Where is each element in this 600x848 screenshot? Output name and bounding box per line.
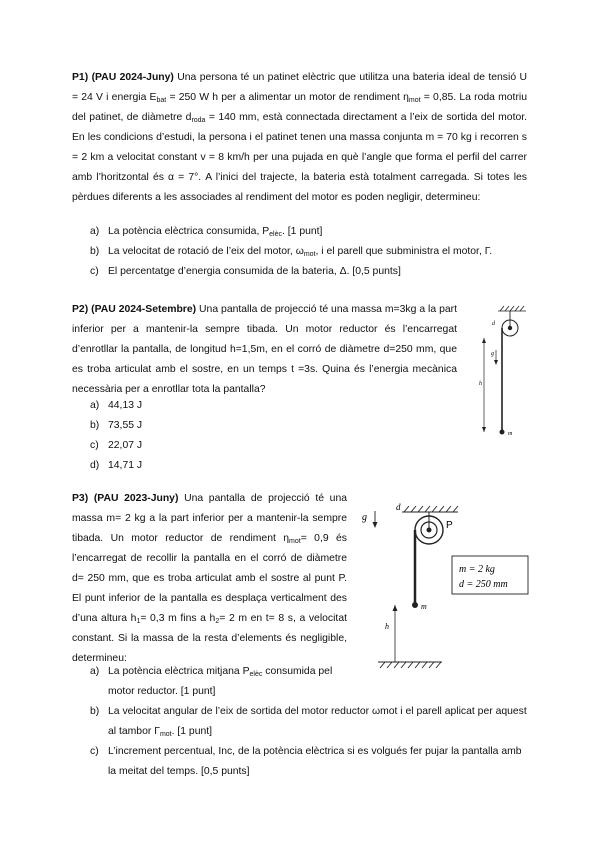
- p2-label-h: h: [479, 381, 482, 387]
- p3-questions: [90, 662, 527, 782]
- p2-label-m: m: [508, 431, 513, 437]
- p2-statement: P2) (PAU 2024-Setembre) Una pantalla de projecció té una massa m=3kg a la part inferior per a mantenir-la sempre tibada. Un motor reductor és l’encarregat d’enrotllar la pantalla, de longitud h=1,5m, en el corró de diàmetre d=250 mm, que es troba articulat amb el sostre, en un temps t =3s. Quina és l’energia mecànica necessària per a enrotllar tota la pantalla?: [72, 304, 457, 395]
- p3-label-g: g: [362, 512, 367, 523]
- p3-label-P: P: [446, 520, 453, 531]
- p2-mass: [500, 430, 505, 435]
- p3-statement: P3) (PAU 2023-Juny) Una pantalla de projecció té una massa m= 2 kg a la part inferior per a mantenir-la sempre tibada. Un motor reductor de rendiment $\eta_{mot}= 0,9$ és l’encarregat de recollir la pantalla en el corró de diàmetre d= 250 mm, que es troba articulat amb el sostre al punt P. El punt inferior de la pantalla es desplaça verticalment des d’una altura $h_1= 0,3$ m fins a $h_2= 2$ m en t= 8 s, a velocitat constant. Si la massa de la resta d’elements és negligible, determineu:: [72, 493, 347, 664]
- p3-box-line1: m = 2 kg: [459, 564, 495, 575]
- p2-options: [90, 396, 290, 476]
- p2-option-a: a) 44,13 J: [90, 400, 143, 411]
- p3-label-d: d: [396, 502, 401, 512]
- p1-question-b: b) La velocitat de rotació de l’eix del motor, $\omega_{mot}$, i el parell que subministra el motor, Γ.: [90, 246, 493, 258]
- p3-floor-hatch: [378, 662, 442, 668]
- p3-figure: [358, 498, 533, 680]
- p2-option-b: b) 73,55 J: [90, 420, 143, 431]
- p2-label-d: d: [492, 321, 495, 327]
- p3-ceiling-hatch: [402, 506, 458, 512]
- p2-label-g: g: [491, 351, 494, 357]
- p3-heading: P3) (PAU 2023-Juny): [72, 493, 179, 504]
- p1-heading: P1) (PAU 2024-Juny): [72, 72, 174, 83]
- p1-statement: P1) (PAU 2024-Juny) Una persona té un patinet elèctric que utilitza una bateria ideal de tensió U = 24 V i energia $E_{bat} = 250$ W h per a alimentar un motor de rendiment $\eta_{mot} = 0,85$. La roda motriu del patinet, de diàmetre $d_{roda} = 140$ mm, està connectada directament a l’eix de sortida del motor. En les condicions d’estudi, la persona i el patinet tenen una massa conjunta m = 70 kg i recorren s = 2 km a velocitat constant v = 8 km/h per una pujada en què l’angle que forma el perfil del carrer amb l’horitzontal és α = 7°. A l’inici del trajecte, la bateria està totalment carregada. Si totes les pèrdues diferents a les associades al rendiment del motor es poden negligir, determineu:: [72, 72, 528, 203]
- p2-option-c: c) 22,07 J: [90, 440, 143, 451]
- p1-questions: [90, 222, 527, 282]
- p3-mass: [412, 602, 418, 608]
- p2-heading: P2) (PAU 2024-Setembre): [72, 304, 197, 315]
- p1-question-a: a) La potència elèctrica consumida, $P_{elèc}$. [1 punt]: [90, 226, 323, 238]
- p3-question-a: a) La potència elèctrica mitjana $P_{elèc}$ consumida pel motor reductor. [1 punt]: [90, 666, 333, 697]
- p3-question-c: c) L’increment percentual, Inc, de la potència elèctrica si es volgués fer pujar la pantalla amb la meitat del temps. [0,5 punts]: [90, 746, 522, 777]
- p3-box-line2: d = 250 mm: [459, 579, 508, 590]
- p3-label-m: m: [421, 602, 427, 611]
- p3-label-h: h: [385, 622, 389, 631]
- p2-ceiling-hatch: [498, 306, 526, 311]
- p3-question-b: b) La velocitat angular de l’eix de sortida del motor reductor ωmot i el parell aplicat per aquest al tambor $\Gamma_{mot}$. [1 punt]: [90, 706, 527, 738]
- p2-option-d: d) 14,71 J: [90, 460, 143, 471]
- p2-figure: [470, 305, 530, 440]
- p1-question-c: c) El percentatge d’energia consumida de la bateria, Δ. [0,5 punts]: [90, 266, 401, 277]
